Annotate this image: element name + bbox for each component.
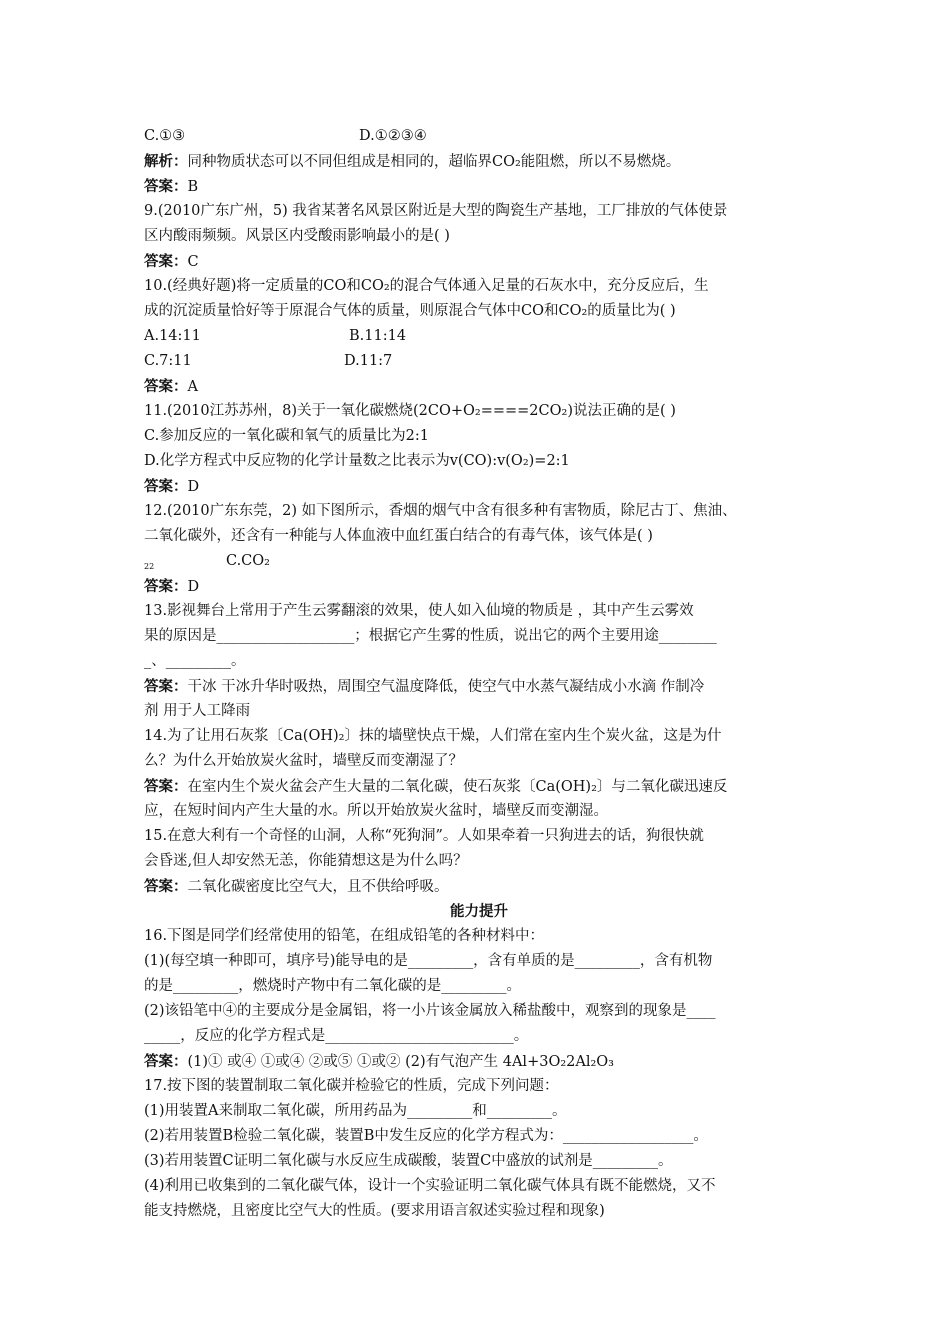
text-line (144, 699, 814, 724)
answer-label: 解析： (144, 153, 188, 170)
answer-label: 答案： (144, 678, 188, 695)
line-text: A (187, 379, 198, 395)
option-line (144, 324, 814, 349)
answer-line (144, 874, 814, 899)
line-text: 10.(经典好题)将一定质量的CO和CO₂的混合气体通入足量的石灰水中，充分反应后，生 (144, 278, 709, 294)
text-line (144, 1174, 814, 1199)
line-text: 11.(2010江苏苏州，8)关于一氧化碳燃烧(2CO+O₂====2CO₂)说法正确的是( ) (144, 403, 676, 419)
line-text: 同种物质状态可以不同但组成是相同的，超临界CO₂能阻燃，所以不易燃烧。 (187, 154, 681, 170)
answer-line (144, 1049, 814, 1074)
line-text: 干冰 干冰升华时吸热，周围空气温度降低，使空气中水蒸气凝结成小水滴 作制冷 (187, 679, 705, 695)
answer-label: 答案： (144, 178, 188, 195)
text-line (144, 949, 814, 974)
answer-label: 答案： (144, 578, 188, 595)
line-text: 17.按下图的装置制取二氧化碳并检验它的性质，完成下列问题： (144, 1078, 559, 1094)
line-text: 12.(2010广东东莞，2) 如下图所示，香烟的烟气中含有很多种有害物质，除尼古丁、焦油、 (144, 503, 737, 519)
line-text: (1)① 或④ ①或④ ②或⑤ ①或② (2)有气泡产生 4Al+3O₂2Al₂O₃ (187, 1054, 614, 1070)
line-text: (1)(每空填一种即可，填序号)能导电的是_________，含有单质的是_________，含有机物 (144, 953, 713, 969)
text-line (144, 549, 814, 574)
line-text: D.化学方程式中反应物的化学计量数之比表示为v(CO):v(O₂)=2:1 (144, 453, 570, 469)
answer-line (144, 774, 814, 799)
answer-label: 答案： (144, 778, 188, 795)
option-text: C.①③ (144, 128, 186, 144)
line-text: _____，反应的化学方程式是__________________________。 (144, 1028, 529, 1044)
option-line (144, 124, 814, 149)
line-text: 应，在短时间内产生大量的水。所以开始放炭火盆时，墙壁反而变潮湿。 (144, 803, 608, 819)
text-line (144, 1074, 814, 1099)
text-line (144, 274, 814, 299)
answer-line (144, 374, 814, 399)
text-line (144, 649, 814, 674)
line-text: 么？为什么开始放炭火盆时，墙壁反而变潮湿了？ (144, 753, 463, 769)
answer-line (144, 174, 814, 199)
answer-label: 答案： (144, 878, 188, 895)
line-text: 剂 用于人工降雨 (144, 703, 251, 719)
text-line (144, 499, 814, 524)
text-line (144, 1024, 814, 1049)
option-text: D.11:7 (344, 353, 393, 369)
line-text: 能支持燃烧，且密度比空气大的性质。(要求用语言叙述实验过程和现象) (144, 1203, 605, 1219)
text-line (144, 724, 814, 749)
line-text: 会昏迷,但人却安然无恙，你能猜想这是为什么吗？ (144, 853, 468, 869)
answer-line (144, 674, 814, 699)
text-line (144, 449, 814, 474)
text-line (144, 624, 814, 649)
option-line (144, 349, 814, 374)
text-line (144, 524, 814, 549)
section-heading: 能力提升 (450, 903, 508, 920)
line-text: (2)该铅笔中④的主要成分是金属铝，将一小片该金属放入稀盐酸中，观察到的现象是____ (144, 1003, 716, 1019)
line-text: 的是_________，燃烧时产物中有二氧化碳的是_________。 (144, 978, 521, 994)
line-text: (4)利用已收集到的二氧化碳气体，设计一个实验证明二氧化碳气体具有既不能燃烧，又不 (144, 1178, 716, 1194)
line-text: (2)若用装置B检验二氧化碳，装置B中发生反应的化学方程式为：__________________。 (144, 1128, 708, 1144)
line-text: 14.为了让用石灰浆〔Ca(OH)₂〕抹的墙壁快点干燥，人们常在室内生个炭火盆，这是为什 (144, 728, 722, 744)
text-line (144, 199, 814, 224)
text-line (144, 1099, 814, 1124)
text-line (144, 399, 814, 424)
text-line (144, 1199, 814, 1224)
line-text: C.参加反应的一氧化碳和氧气的质量比为2:1 (144, 428, 430, 444)
text-line (144, 749, 814, 774)
answer-line (144, 474, 814, 499)
answer-label: 答案： (144, 478, 188, 495)
line-text: 在室内生个炭火盆会产生大量的二氧化碳，使石灰浆〔Ca(OH)₂〕与二氧化碳迅速反 (187, 779, 728, 795)
option-text: D.①②③④ (359, 128, 427, 144)
line-text: D (187, 479, 200, 495)
answer-label: 答案： (144, 378, 188, 395)
text-line (144, 599, 814, 624)
line-text: 13.影视舞台上常用于产生云雾翻滚的效果，使人如入仙境的物质是 ，其中产生云雾效 (144, 603, 694, 619)
line-text: B (187, 179, 199, 195)
text-line (144, 974, 814, 999)
answer-line (144, 149, 814, 174)
text-line (144, 999, 814, 1024)
text-line (144, 849, 814, 874)
line-text: D (187, 579, 200, 595)
text-line (144, 1149, 814, 1174)
answer-label: 答案： (144, 1053, 188, 1070)
text-line (144, 224, 814, 249)
line-text: 9.(2010广东广州，5) 我省某著名风景区附近是大型的陶瓷生产基地，工厂排放的气体使景 (144, 203, 728, 219)
line-text: (1)用装置A来制取二氧化碳，所用药品为_________和_________。 (144, 1103, 567, 1119)
line-text: 二氧化碳密度比空气大，且不供给呼吸。 (187, 879, 449, 895)
text-line (144, 924, 814, 949)
answer-line (144, 249, 814, 274)
option-text: B.11:14 (349, 328, 407, 344)
line-text: 16.下图是同学们经常使用的铅笔，在组成铅笔的各种材料中： (144, 928, 545, 944)
line-text: 果的原因是___________________；根据它产生雾的性质，说出它的两个主要用途________ (144, 628, 717, 644)
text-line (144, 424, 814, 449)
answer-line (144, 574, 814, 599)
line-text: 成的沉淀质量恰好等于原混合气体的质量，则原混合气体中CO和CO₂的质量比为( ) (144, 303, 676, 319)
answer-label: 答案： (144, 253, 188, 270)
text-line (144, 1124, 814, 1149)
option-text: C.7:11 (144, 353, 192, 369)
line-text: 二氧化碳外，还含有一种能与人体血液中血红蛋白结合的有毒气体，该气体是( ) (144, 528, 653, 544)
document-page (144, 124, 814, 1224)
line-text: 区内酸雨频频。风景区内受酸雨影响最小的是( ) (144, 228, 450, 244)
line-text: C.CO₂ (226, 553, 270, 569)
line-text: (3)若用装置C证明二氧化碳与水反应生成碳酸，装置C中盛放的试剂是_________。 (144, 1153, 673, 1169)
text-line (144, 299, 814, 324)
option-text: A.14:11 (144, 328, 201, 344)
line-text: 15.在意大利有一个奇怪的山洞，人称“死狗洞”。人如果牵着一只狗进去的话，狗很快就 (144, 828, 704, 844)
line-text: _、_________。 (144, 653, 246, 669)
fragment-text: 22 (144, 562, 155, 571)
text-line (144, 799, 814, 824)
text-line (144, 824, 814, 849)
line-text: C (187, 254, 199, 270)
